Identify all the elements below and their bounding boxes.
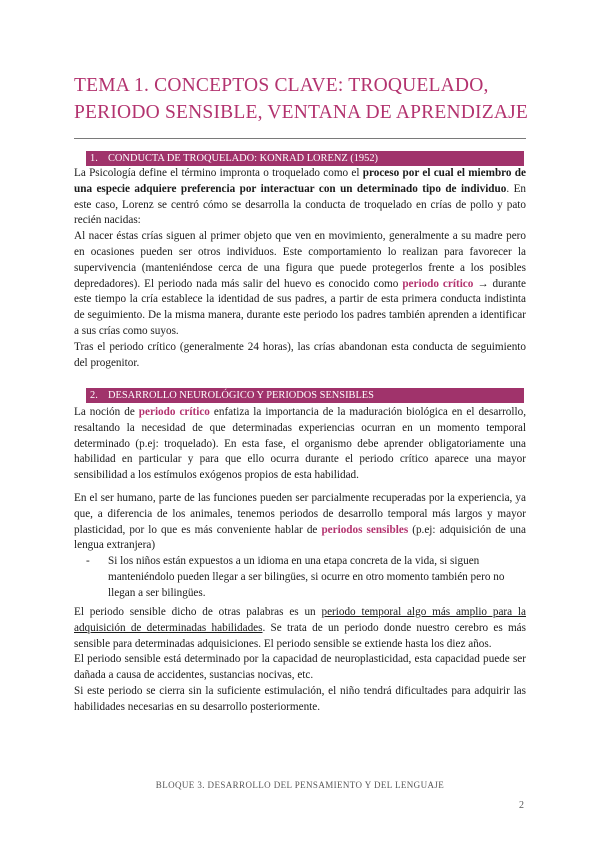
section-heading-text: CONDUCTA DE TROQUELADO: KONRAD LORENZ (1952): [108, 153, 378, 164]
key-term: periodo crítico: [138, 406, 210, 418]
page-title: TEMA 1. CONCEPTOS CLAVE: TROQUELADO, PERIODO SENSIBLE, VENTANA DE APRENDIZAJE: [74, 75, 529, 123]
list-item-text: Si los niños están expuestos a un idioma en una etapa concreta de la vida, si siguen manteniéndolo pueden llegar a ser bilingües, si ocurre en otro momento también pero no llegan a ser bilingües.: [108, 555, 505, 599]
paragraph: Al nacer éstas crías siguen al primer objeto que ven en movimiento, generalmente a su madre pero en ocasiones pueden ser otros individuos. Este comportamiento lo realizan para favorecer la supervivencia (manteniéndose cerca de una figura que puede protegerlos frente a los posibles depredadores). El periodo nada más salir del huevo es conocido como periodo crítico → durante este tiempo la cría establece la identidad de sus padres, a partir de esta primera conducta indistinta de seguimiento. De la misma manera, durante este periodo los padres también aprenden a identificar a sus crías como suyos.: [74, 230, 527, 337]
title-divider: [74, 138, 526, 139]
paragraph: En el ser humano, parte de las funciones pueden ser parcialmente recuperadas por la experiencia, ya que, a diferencia de los animales, tenemos periodos de desarrollo temporal más largos y mayor plasticidad, por lo que es más conveniente hablar de periodos sensibles (p.ej: adquisición de una lengua extranjera): [74, 492, 526, 552]
paragraph: La Psicología define el término impronta o troquelado como el proceso por el cual el miembro de una especie adquiere preferencia por interactuar con un determinado tipo de individuo. En este caso, Lorenz se centró cómo se desarrolla la conducta de troquelado en crías de pollo y pato recién nacidas:: [74, 167, 526, 227]
underlined-phrase: periodo temporal algo más amplio para la adquisición de determinadas habilidades: [74, 606, 526, 634]
section-number: 1.: [90, 153, 98, 164]
section-heading-text: DESARROLLO NEUROLÓGICO Y PERIODOS SENSIBLES: [108, 390, 374, 401]
section-2-body-intro: [74, 405, 526, 484]
key-term: periodos sensibles: [321, 523, 409, 536]
key-term: periodo crítico: [402, 277, 474, 290]
section-heading-1: [86, 151, 524, 166]
section-2-body-sensitive: [74, 491, 526, 602]
list-item: [86, 554, 526, 601]
paragraph: La noción de periodo crítico enfatiza la importancia de la maduración biológica en el desarrollo, resaltando la necesidad de que determinadas experiencias ocurran en un momento temporal determinado (p.ej: troquelado). En esta fase, el organismo debe aprender obligatoriamente una habilidad en particular y para que ello ocurra durante el periodo crítico aparece una mayor sensibilidad a los estímulos exógenos propios de esta habilidad.: [74, 406, 526, 482]
paragraph: El periodo sensible está determinado por la capacidad de neuroplasticidad, esta capacidad puede ser dañada a causa de accidentes, sustancias nocivas, etc.: [74, 653, 526, 682]
bullet-dash: -: [86, 555, 90, 568]
bold-definition: proceso por el cual el miembro de una especie adquiere preferencia por interactuar con un determinado tipo de individuo: [74, 167, 526, 195]
paragraph: Tras el periodo crítico (generalmente 24 horas), las crías abandonan esta conducta de seguimiento del progenitor.: [74, 340, 526, 369]
paragraph: Si este periodo se cierra sin la suficiente estimulación, el niño tendrá dificultades para adquirir las habilidades necesarias en su desarrollo posteriormente.: [74, 684, 526, 713]
page-number: 2: [519, 800, 524, 811]
section-2-body-rest: [74, 605, 526, 716]
section-1-body: [74, 166, 526, 371]
paragraph: El periodo sensible dicho de otras palabras es un periodo temporal algo más amplio para la adquisición de determinadas habilidades. Se trata de un periodo donde nuestro cerebro es más sensible para determinadas adquisiciones. El periodo sensible se extiende hasta los diez años.: [74, 606, 526, 650]
section-number: 2.: [90, 390, 98, 401]
section-heading-2: [86, 388, 524, 403]
page-footer: BLOQUE 3. DESARROLLO DEL PENSAMIENTO Y DEL LENGUAJE: [155, 780, 445, 790]
